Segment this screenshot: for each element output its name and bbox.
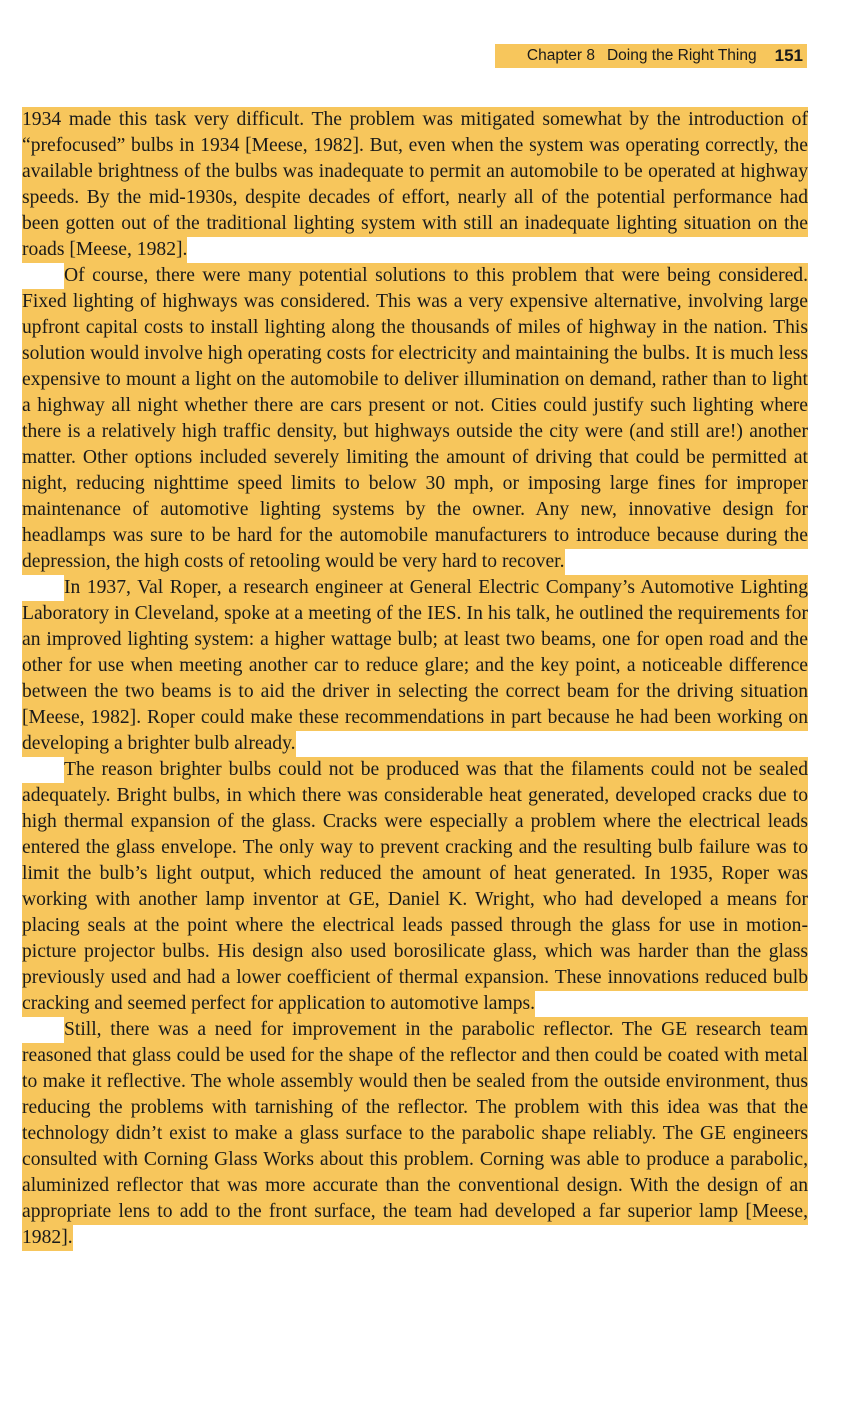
paragraph-2 — [22, 263, 808, 575]
chapter-title: Doing the Right Thing — [606, 47, 757, 64]
chapter-label: Chapter 8 — [526, 47, 595, 64]
page-number: 151 — [774, 46, 803, 65]
running-head — [495, 44, 807, 68]
paragraph-5-text: Still, there was a need for improvement in the parabolic reflector. The GE research team reasoned that glass could be used for the shape of the reflector and then could be coated with metal to make it reflective. The whole assembly would then be sealed from the outside environment, thus reducing the problems with tarnishing of the reflector. The problem with this idea was that the technology didn’t exist to make a glass surface to the parabolic shape reliably. The GE engineers consulted with Corning Glass Works about this problem. Corning was able to produce a parabolic, aluminized reflector that was more accurate than the conventional design. With the design of an appropriate lens to add to the front surface, the team had developed a far superior lamp [Meese, 1982]. — [22, 1017, 808, 1251]
paragraph-1-text: 1934 made this task very difficult. The problem was mitigated somewhat by the introduction of “prefocused” bulbs in 1934 [Meese, 1982]. But, even when the system was operating correctly, the available brightness of the bulbs was inadequate to permit an automobile to be operated at highway speeds. By the mid-1930s, despite decades of effort, nearly all of the potential performance had been gotten out of the traditional lighting system with still an inadequate lighting situation on the roads [Meese, 1982]. — [22, 107, 808, 263]
body-text — [22, 107, 808, 1251]
paragraph-1 — [22, 107, 808, 263]
paragraph-4-text: The reason brighter bulbs could not be produced was that the filaments could not be sealed adequately. Bright bulbs, in which there was considerable heat generated, developed cracks due to high thermal expansion of the glass. Cracks were especially a problem where the electrical leads entered the glass envelope. The only way to prevent cracking and the resulting bulb failure was to limit the bulb’s light output, which reduced the amount of heat generated. In 1935, Roper was working with another lamp inventor at GE, Daniel K. Wright, who had developed a means for placing seals at the point where the electrical leads passed through the glass for use in motion-picture projector bulbs. His design also used borosilicate glass, which was harder than the glass previously used and had a lower coefficient of thermal expansion. These innovations reduced bulb cracking and seemed perfect for application to automotive lamps. — [22, 757, 808, 1017]
paragraph-3-text: In 1937, Val Roper, a research engineer at General Electric Company’s Automotive Lighting Laboratory in Cleveland, spoke at a meeting of the IES. In his talk, he outlined the requirements for an improved lighting system: a higher wattage bulb; at least two beams, one for open road and the other for use when meeting another car to reduce glare; and the key point, a noticeable difference between the two beams is to aid the driver in selecting the correct beam for the driving situation [Meese, 1982]. Roper could make these recommendations in part because he had been working on developing a brighter bulb already. — [22, 575, 808, 757]
paragraph-3 — [22, 575, 808, 757]
paragraph-2-text: Of course, there were many potential solutions to this problem that were being considered. Fixed lighting of highways was considered. This was a very expensive alternative, involving large upfront capital costs to install lighting along the thousands of miles of highway in the nation. This solution would involve high operating costs for electricity and maintaining the bulbs. It is much less expensive to mount a light on the automobile to deliver illumination on demand, rather than to light a highway all night whether there are cars present or not. Cities could justify such lighting where there is a relatively high traffic density, but highways outside the city were (and still are!) another matter. Other options included severely limiting the amount of driving that could be permitted at night, reducing nighttime speed limits to below 30 mph, or imposing large fines for improper maintenance of automotive lighting systems by the owner. Any new, innovative design for headlamps was sure to be hard for the automobile manufacturers to introduce because during the depression, the high costs of retooling would be very hard to recover. — [22, 263, 808, 575]
paragraph-5 — [22, 1017, 808, 1251]
paragraph-4 — [22, 757, 808, 1017]
